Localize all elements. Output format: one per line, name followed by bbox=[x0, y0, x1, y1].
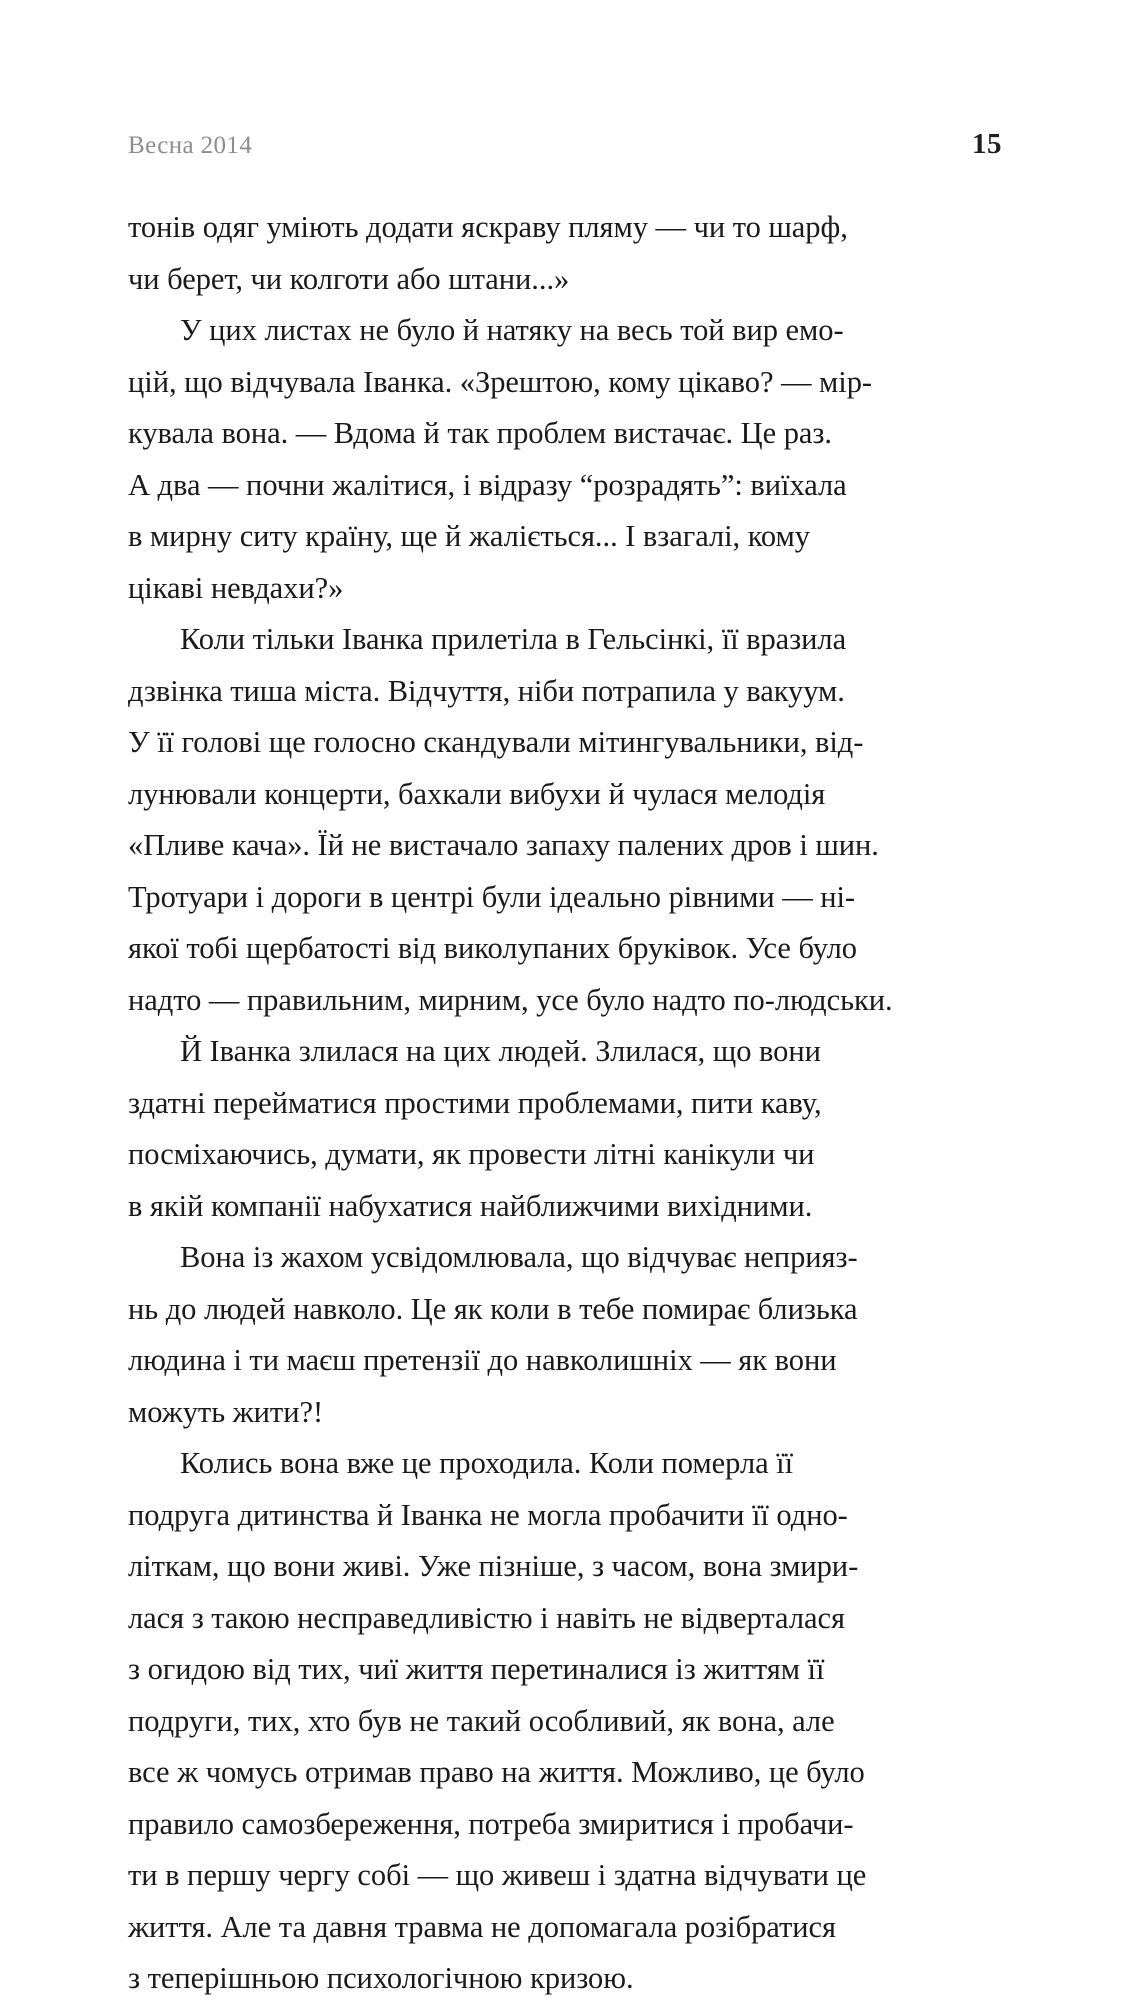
text-line: тонів одяг уміють додати яскраву пляму — чи то шарф, bbox=[128, 210, 848, 244]
text-line: Тротуари і дороги в центрі були ідеально рівними — ні- bbox=[128, 879, 856, 914]
text-line: У цих листах не було й натяку на весь той вир емо- bbox=[180, 313, 844, 347]
text-line: Вона із жахом усвідомлювала, що відчуває неприяз- bbox=[180, 1240, 858, 1274]
page-number: 15 bbox=[972, 128, 1002, 160]
text-line: А два — почни жалітися, і відразу “розрадять”: виїхала bbox=[128, 467, 847, 502]
text-line: цій, що відчувала Іванка. «Зрештою, кому цікаво? — мір- bbox=[128, 364, 873, 399]
text-line: подруга дитинства й Іванка не могла пробачити її одно- bbox=[128, 1497, 848, 1532]
text-line: лася з такою несправедливістю і навіть не відверталася bbox=[128, 1600, 845, 1635]
text-line: з огидою від тих, чиї життя перетиналися із життям її bbox=[128, 1652, 825, 1686]
text-line: дзвінка тиша міста. Відчуття, ніби потрапила у вакуум. bbox=[128, 673, 845, 708]
text-line: лунювали концерти, бахкали вибухи й чулася мелодія bbox=[128, 776, 826, 811]
text-line: У її голові ще голосно скандували мітингувальники, від- bbox=[128, 725, 864, 759]
text-line: людина і ти маєш претензії до навколишніх — як вони bbox=[128, 1343, 837, 1377]
text-line: Коли тільки Іванка прилетіла в Гельсінкі, її вразила bbox=[180, 622, 847, 656]
text-line: «Пливе кача». Їй не вистачало запаху палених дров і шин. bbox=[128, 828, 879, 862]
text-line: нь до людей навколо. Це як коли в тебе помирає близька bbox=[128, 1291, 858, 1326]
paragraph bbox=[128, 614, 918, 1026]
paragraph bbox=[128, 1026, 918, 1232]
text-line: життя. Але та давня травма не допомагала розібратися bbox=[128, 1909, 836, 1944]
paragraph bbox=[128, 202, 918, 305]
text-line: літкам, що вони живі. Уже пізніше, з часом, вона змири- bbox=[128, 1549, 859, 1583]
paragraph bbox=[128, 1438, 918, 2005]
text-line: ти в першу чергу собі — що живеш і здатна відчувати це bbox=[128, 1858, 867, 1892]
paragraph bbox=[128, 1232, 918, 1438]
text-line: все ж чомусь отримав право на життя. Можливо, це було bbox=[128, 1755, 865, 1789]
text-line: Колись вона вже це проходила. Коли померла її bbox=[180, 1446, 794, 1480]
text-line: в мирну ситу країну, ще й жаліється... І взагалі, кому bbox=[128, 519, 810, 553]
text-line: здатні перейматися простими проблемами, пити каву, bbox=[128, 1085, 822, 1120]
text-line: Й Іванка злилася на цих людей. Злилася, що вони bbox=[180, 1034, 821, 1068]
text-line: надто — правильним, мирним, усе було надто по-людськи. bbox=[128, 982, 893, 1017]
text-line: можуть жити?! bbox=[128, 1394, 324, 1429]
text-line: посміхаючись, думати, як провести літні канікули чи bbox=[128, 1137, 815, 1171]
text-line: цікаві невдахи?» bbox=[128, 570, 344, 605]
text-line: подруги, тих, хто був не такий особливий, як вона, але bbox=[128, 1703, 835, 1738]
text-line: з теперішньою психологічною кризою. bbox=[128, 1961, 634, 1995]
running-head-title: Весна 2014 bbox=[128, 132, 253, 159]
text-line: кувала вона. — Вдома й так проблем вистачає. Це раз. bbox=[128, 416, 832, 450]
running-head bbox=[128, 128, 1014, 168]
text-line: чи берет, чи колготи або штани...» bbox=[128, 261, 570, 296]
text-line: в якій компанії набухатися найближчими вихідними. bbox=[128, 1188, 813, 1223]
text-line: правило самозбереження, потреба змиритися і пробачи- bbox=[128, 1806, 854, 1841]
text-line: якої тобі щербатості від виколупаних бруківок. Усе було bbox=[128, 931, 857, 965]
paragraph bbox=[128, 305, 918, 614]
body-text-block bbox=[128, 202, 918, 2005]
